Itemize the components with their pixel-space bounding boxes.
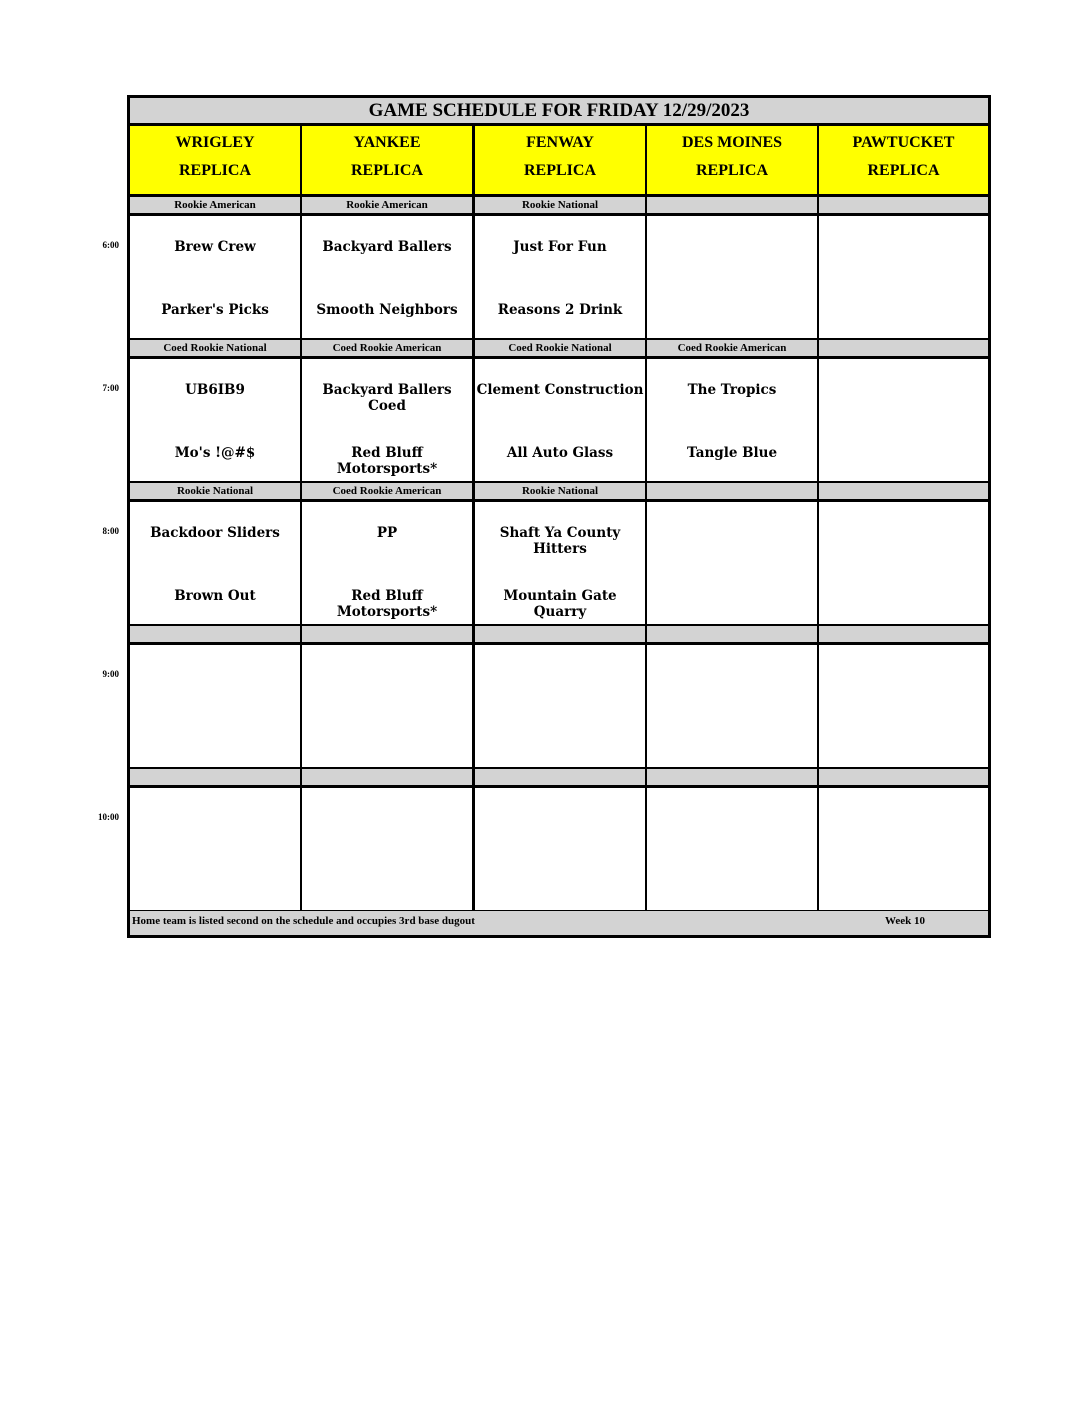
game-row — [130, 359, 988, 481]
game-cell — [647, 216, 817, 338]
division-label: Coed Rookie National — [475, 340, 645, 356]
game-cell — [647, 359, 817, 481]
game-row — [130, 502, 988, 624]
time-label: 9:00 — [102, 669, 119, 679]
division-label — [475, 769, 645, 785]
division-label — [647, 769, 817, 785]
away-team: Backdoor Sliders — [150, 525, 280, 541]
game-cell — [819, 216, 988, 338]
home-team-note: Home team is listed second on the schedule and occupies 3rd base dugout — [132, 915, 475, 927]
venue-type: REPLICA — [867, 162, 940, 179]
division-row — [130, 626, 988, 642]
game-cell — [130, 359, 300, 481]
game-cell — [130, 645, 300, 767]
schedule-table — [127, 95, 991, 938]
title-row — [130, 98, 988, 123]
venue-header-row — [130, 126, 988, 194]
away-team: Backyard Ballers Coed — [322, 382, 452, 414]
game-row — [130, 788, 988, 910]
game-cell — [819, 502, 988, 624]
game-cell — [819, 359, 988, 481]
game-cell — [302, 502, 472, 624]
home-team: All Auto Glass — [506, 445, 614, 461]
game-cell — [302, 216, 472, 338]
division-label — [819, 626, 988, 642]
home-team: Mo's !@#$ — [174, 445, 256, 461]
home-team: Parker's Picks — [161, 302, 269, 318]
division-label: Rookie American — [130, 197, 300, 213]
home-team: Smooth Neighbors — [316, 302, 458, 318]
away-team: Clement Construction — [476, 382, 644, 398]
division-label — [647, 483, 817, 499]
venue-name: YANKEE — [353, 134, 421, 151]
time-label: 6:00 — [102, 240, 119, 250]
game-cell — [475, 645, 645, 767]
away-team: The Tropics — [687, 382, 777, 398]
away-team: Shaft Ya County Hitters — [499, 525, 621, 557]
division-label: Coed Rookie American — [647, 340, 817, 356]
game-cell — [130, 216, 300, 338]
game-cell — [647, 788, 817, 910]
division-row — [130, 197, 988, 213]
division-label: Coed Rookie American — [302, 483, 472, 499]
venue-1 — [130, 126, 300, 194]
game-cell — [130, 788, 300, 910]
game-row — [130, 216, 988, 338]
game-cell — [819, 645, 988, 767]
game-cell — [302, 359, 472, 481]
division-label: Rookie National — [130, 483, 300, 499]
game-row — [130, 645, 988, 767]
game-cell — [475, 502, 645, 624]
division-label: Rookie National — [475, 483, 645, 499]
division-label: Rookie American — [302, 197, 472, 213]
division-label: Coed Rookie American — [302, 340, 472, 356]
away-team: Brew Crew — [174, 239, 256, 255]
division-label — [819, 483, 988, 499]
venue-2 — [302, 126, 472, 194]
venue-type: REPLICA — [178, 162, 251, 179]
away-team: PP — [376, 525, 398, 541]
venue-name: WRIGLEY — [175, 134, 255, 151]
division-label: Coed Rookie National — [130, 340, 300, 356]
division-label — [819, 197, 988, 213]
venue-type: REPLICA — [695, 162, 768, 179]
game-cell — [647, 502, 817, 624]
game-cell — [130, 502, 300, 624]
time-label: 10:00 — [98, 812, 119, 822]
venue-type: REPLICA — [523, 162, 596, 179]
division-label — [819, 340, 988, 356]
home-team: Tangle Blue — [686, 445, 778, 461]
week-label: Week 10 — [885, 915, 926, 927]
game-cell — [475, 216, 645, 338]
page-title: GAME SCHEDULE FOR FRIDAY 12/29/2023 — [368, 99, 750, 121]
venue-name: PAWTUCKET — [852, 134, 955, 151]
home-team: Mountain Gate Quarry — [503, 588, 617, 620]
venue-3 — [475, 126, 645, 194]
game-cell — [302, 788, 472, 910]
game-cell — [302, 645, 472, 767]
division-row — [130, 340, 988, 356]
game-cell — [647, 645, 817, 767]
game-cell — [475, 359, 645, 481]
division-label — [819, 769, 988, 785]
division-row — [130, 769, 988, 785]
away-team: Backyard Ballers — [322, 239, 452, 255]
division-label — [130, 769, 300, 785]
venue-name: FENWAY — [526, 134, 594, 151]
venue-5 — [819, 126, 988, 194]
venue-type: REPLICA — [350, 162, 423, 179]
venue-4 — [647, 126, 817, 194]
game-cell — [475, 788, 645, 910]
division-row — [130, 483, 988, 499]
division-label — [647, 197, 817, 213]
division-label — [302, 626, 472, 642]
division-label — [130, 626, 300, 642]
time-label: 7:00 — [102, 383, 119, 393]
venue-name: DES MOINES — [681, 134, 783, 151]
time-label: 8:00 — [102, 526, 119, 536]
footer-row — [130, 911, 988, 935]
home-team: Brown Out — [174, 588, 256, 604]
game-cell — [819, 788, 988, 910]
division-label — [475, 626, 645, 642]
home-team: Reasons 2 Drink — [497, 302, 623, 318]
home-team: Red Bluff Motorsports* — [336, 445, 438, 477]
home-team: Red Bluff Motorsports* — [336, 588, 438, 620]
away-team: UB6IB9 — [185, 382, 245, 398]
division-label — [647, 626, 817, 642]
away-team: Just For Fun — [513, 239, 607, 255]
division-label — [302, 769, 472, 785]
division-label: Rookie National — [475, 197, 645, 213]
